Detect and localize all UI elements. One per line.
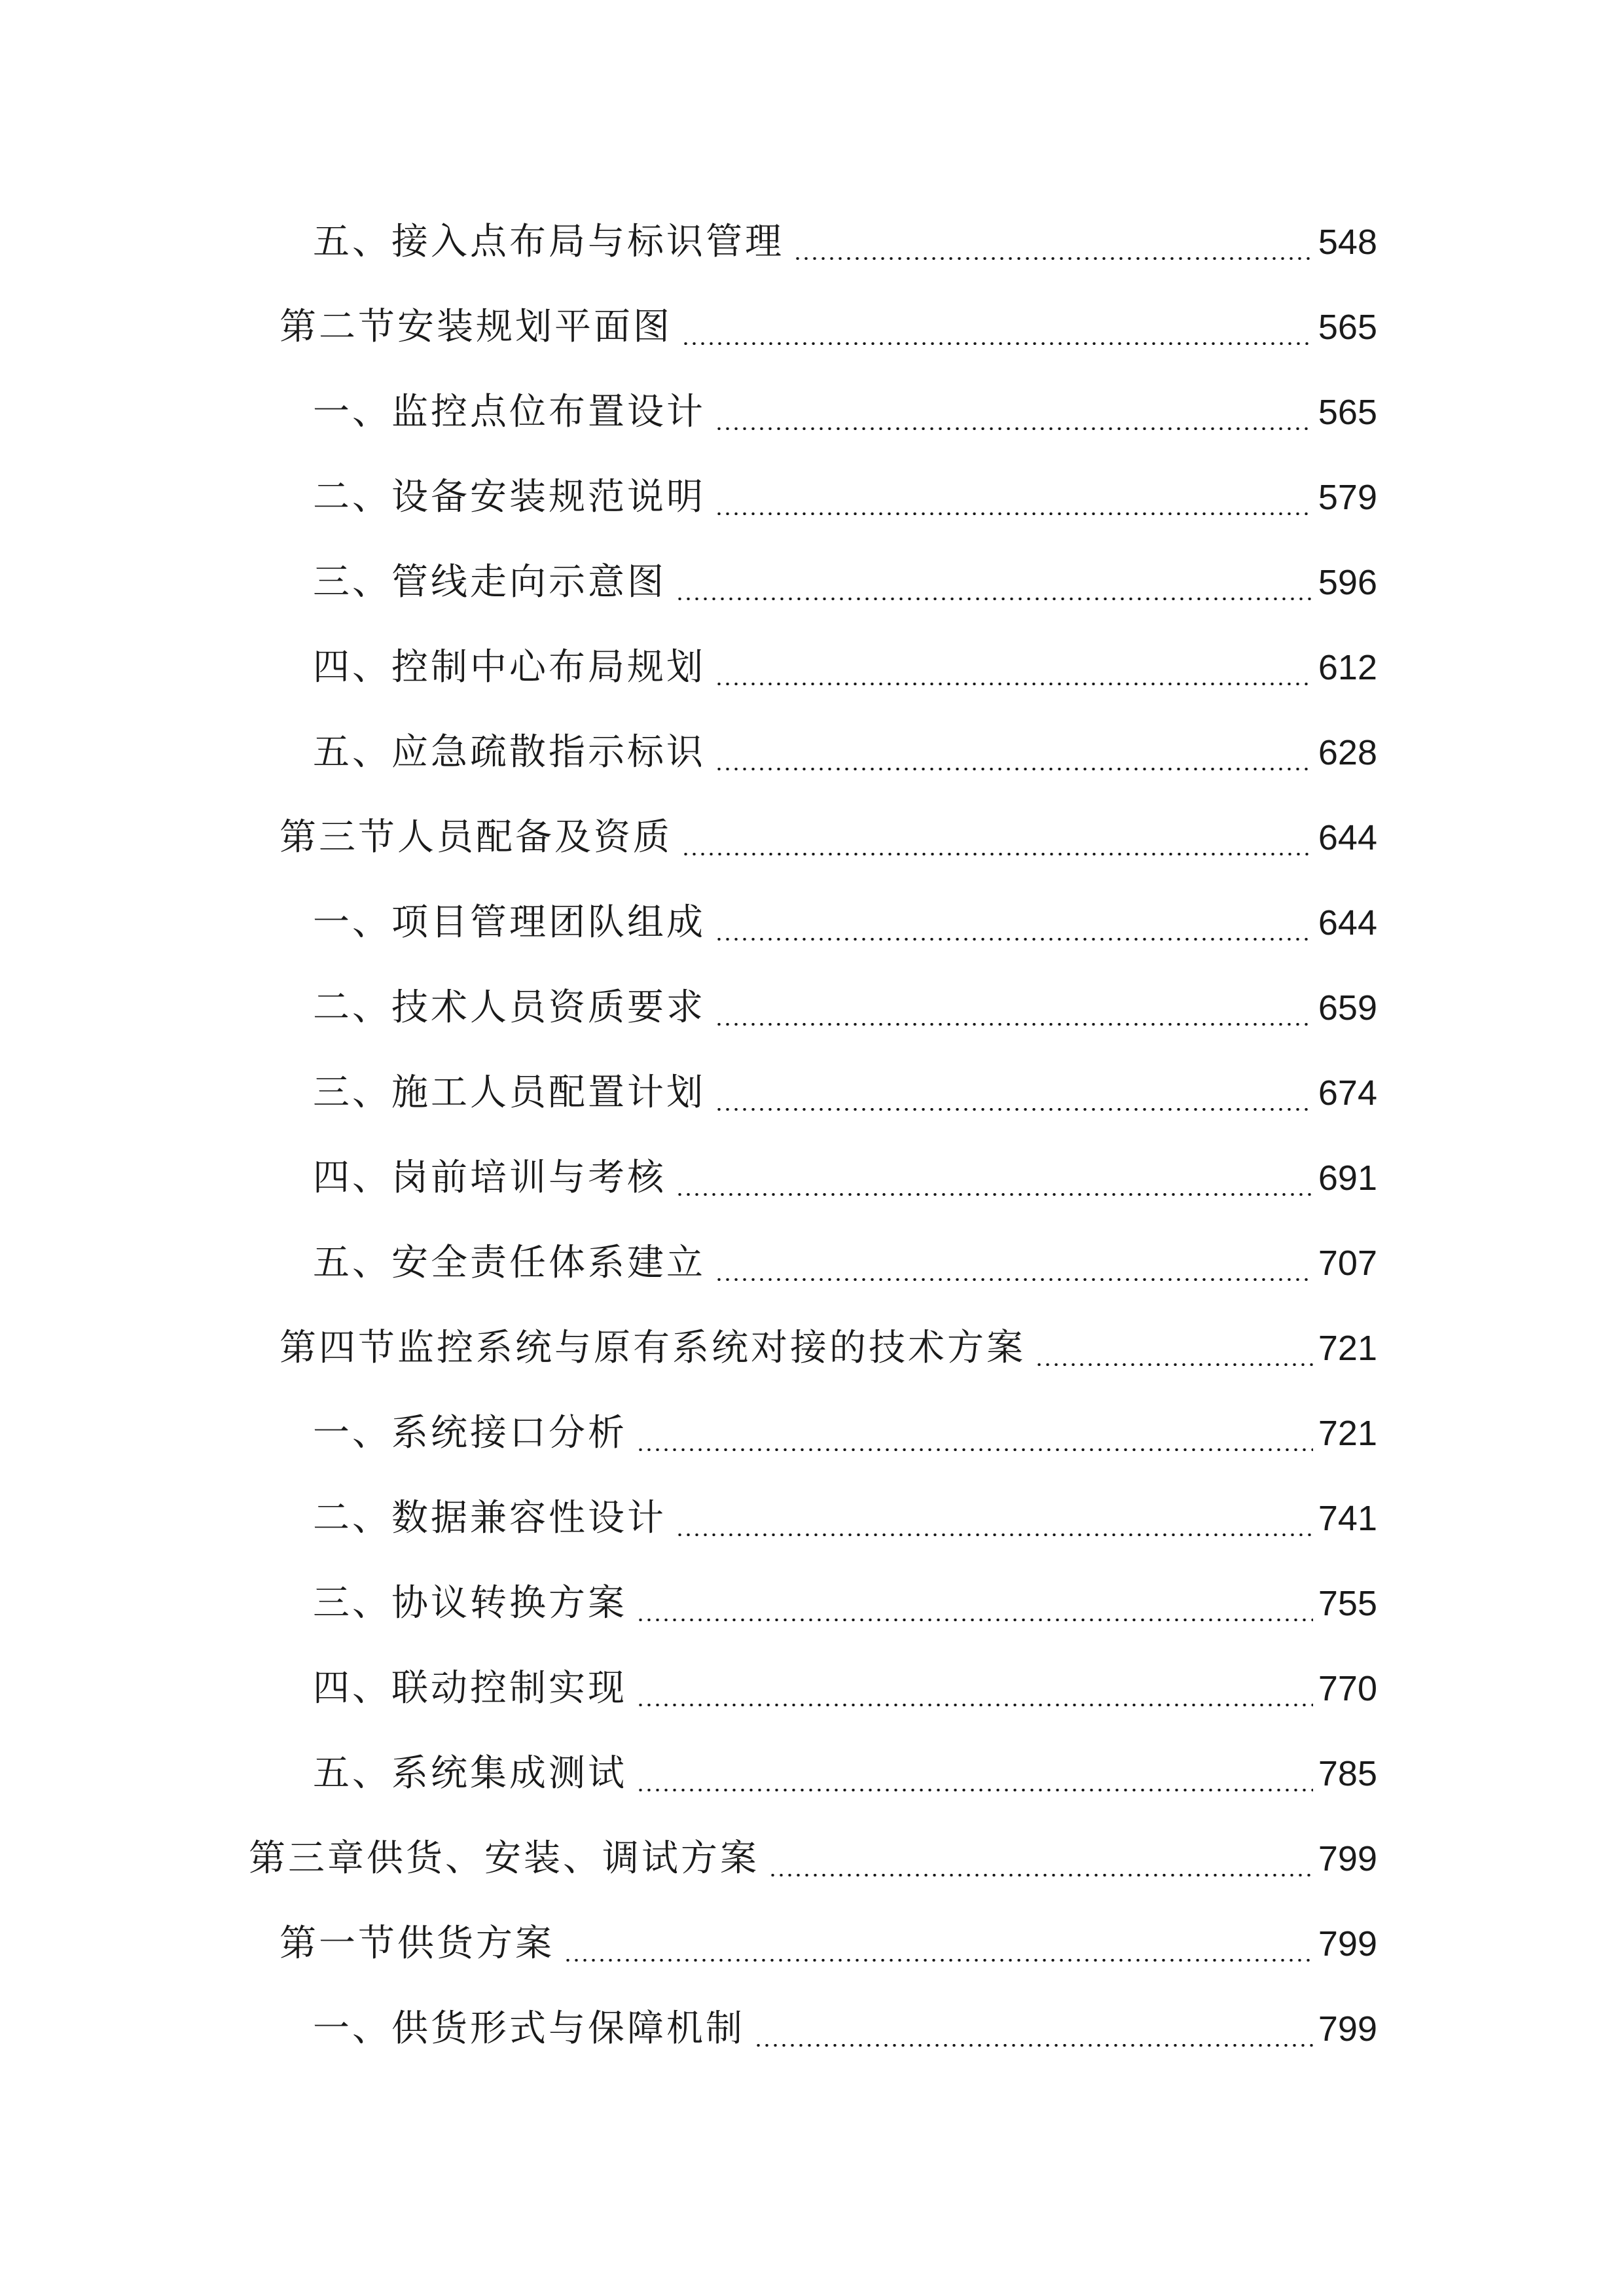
toc-dot-leader bbox=[676, 1193, 1313, 1196]
toc-page-number: 721 bbox=[1318, 1414, 1377, 1453]
toc-dot-leader bbox=[636, 1789, 1313, 1791]
toc-entry[interactable] bbox=[0, 1731, 1624, 1816]
toc-dot-leader bbox=[636, 1448, 1313, 1451]
toc-entry[interactable] bbox=[0, 1561, 1624, 1646]
toc-dot-leader bbox=[715, 1108, 1313, 1111]
toc-dot-leader bbox=[793, 257, 1313, 260]
toc-page-number: 628 bbox=[1318, 733, 1377, 772]
toc-entry[interactable] bbox=[0, 880, 1624, 965]
toc-page-number: 579 bbox=[1318, 478, 1377, 517]
toc-page-number: 799 bbox=[1318, 1924, 1377, 1964]
toc-entry-title: 二、数据兼容性设计 bbox=[313, 1497, 666, 1539]
toc-page-number: 741 bbox=[1318, 1499, 1377, 1538]
toc-dot-leader bbox=[754, 2044, 1313, 2047]
toc-entry-title: 一、监控点位布置设计 bbox=[313, 391, 706, 433]
toc-dot-leader bbox=[715, 427, 1313, 430]
toc-dot-leader bbox=[681, 853, 1313, 855]
toc-entry-title: 第三章供货、安装、调试方案 bbox=[249, 1837, 759, 1880]
toc-dot-leader bbox=[636, 1619, 1313, 1621]
toc-entry-title: 一、项目管理团队组成 bbox=[313, 901, 706, 944]
toc-entry-title: 四、控制中心布局规划 bbox=[313, 646, 706, 689]
toc-entry[interactable] bbox=[0, 1391, 1624, 1476]
toc-page-number: 659 bbox=[1318, 988, 1377, 1028]
toc-page-number: 565 bbox=[1318, 308, 1377, 347]
toc-dot-leader bbox=[768, 1874, 1313, 1876]
toc-page-number: 565 bbox=[1318, 393, 1377, 432]
toc-page-number: 799 bbox=[1318, 2009, 1377, 2049]
toc-dot-leader bbox=[676, 1534, 1313, 1536]
toc-page-number: 644 bbox=[1318, 818, 1377, 857]
toc-entry[interactable] bbox=[0, 285, 1624, 370]
toc-entry-title: 四、岗前培训与考核 bbox=[313, 1157, 666, 1199]
toc-entry[interactable] bbox=[0, 200, 1624, 285]
toc-entry[interactable] bbox=[0, 1136, 1624, 1221]
toc-entry-title: 五、系统集成测试 bbox=[313, 1752, 627, 1795]
toc-entry-title: 三、施工人员配置计划 bbox=[313, 1071, 706, 1114]
toc-page-number: 691 bbox=[1318, 1158, 1377, 1198]
toc-entry-title: 第四节监控系统与原有系统对接的技术方案 bbox=[280, 1327, 1026, 1369]
table-of-contents bbox=[0, 200, 1624, 2072]
toc-dot-leader bbox=[715, 1278, 1313, 1281]
toc-page-number: 770 bbox=[1318, 1669, 1377, 1708]
toc-entry[interactable] bbox=[0, 1221, 1624, 1306]
toc-entry[interactable] bbox=[0, 795, 1624, 880]
toc-entry[interactable] bbox=[0, 965, 1624, 1050]
toc-entry[interactable] bbox=[0, 1986, 1624, 2072]
toc-entry[interactable] bbox=[0, 1901, 1624, 1986]
toc-entry-title: 第二节安装规划平面图 bbox=[280, 306, 672, 348]
toc-dot-leader bbox=[715, 512, 1313, 515]
toc-entry-title: 三、管线走向示意图 bbox=[313, 561, 666, 603]
toc-entry[interactable] bbox=[0, 1476, 1624, 1561]
toc-dot-leader bbox=[715, 768, 1313, 770]
toc-entry-title: 第三节人员配备及资质 bbox=[280, 816, 672, 859]
toc-dot-leader bbox=[1035, 1363, 1313, 1366]
toc-entry[interactable] bbox=[0, 455, 1624, 540]
toc-dot-leader bbox=[681, 342, 1313, 345]
toc-entry[interactable] bbox=[0, 1306, 1624, 1391]
toc-entry-title: 一、系统接口分析 bbox=[313, 1412, 627, 1454]
toc-page-number: 799 bbox=[1318, 1839, 1377, 1878]
toc-entry-title: 三、协议转换方案 bbox=[313, 1582, 627, 1624]
toc-entry[interactable] bbox=[0, 1050, 1624, 1136]
toc-entry-title: 一、供货形式与保障机制 bbox=[313, 2007, 745, 2050]
toc-entry[interactable] bbox=[0, 710, 1624, 795]
toc-dot-leader bbox=[715, 683, 1313, 685]
toc-dot-leader bbox=[636, 1704, 1313, 1706]
toc-entry-title: 五、接入点布局与标识管理 bbox=[313, 221, 784, 263]
toc-page-number: 612 bbox=[1318, 648, 1377, 687]
toc-page-number: 674 bbox=[1318, 1073, 1377, 1113]
toc-page-number: 755 bbox=[1318, 1584, 1377, 1623]
toc-page-number: 721 bbox=[1318, 1329, 1377, 1368]
toc-page-number: 548 bbox=[1318, 223, 1377, 262]
toc-entry-title: 五、安全责任体系建立 bbox=[313, 1242, 706, 1284]
toc-entry[interactable] bbox=[0, 1816, 1624, 1901]
toc-page-number: 707 bbox=[1318, 1244, 1377, 1283]
toc-page-number: 785 bbox=[1318, 1754, 1377, 1793]
toc-entry[interactable] bbox=[0, 370, 1624, 455]
toc-dot-leader bbox=[564, 1959, 1313, 1962]
toc-entry-title: 二、设备安装规范说明 bbox=[313, 476, 706, 518]
toc-dot-leader bbox=[676, 598, 1313, 600]
toc-page-number: 644 bbox=[1318, 903, 1377, 942]
toc-entry[interactable] bbox=[0, 540, 1624, 625]
toc-entry[interactable] bbox=[0, 1646, 1624, 1731]
toc-page-number: 596 bbox=[1318, 563, 1377, 602]
toc-entry-title: 四、联动控制实现 bbox=[313, 1667, 627, 1710]
toc-dot-leader bbox=[715, 938, 1313, 941]
toc-dot-leader bbox=[715, 1023, 1313, 1026]
toc-entry[interactable] bbox=[0, 625, 1624, 710]
toc-entry-title: 五、应急疏散指示标识 bbox=[313, 731, 706, 774]
toc-entry-title: 第一节供货方案 bbox=[280, 1922, 554, 1965]
toc-entry-title: 二、技术人员资质要求 bbox=[313, 986, 706, 1029]
